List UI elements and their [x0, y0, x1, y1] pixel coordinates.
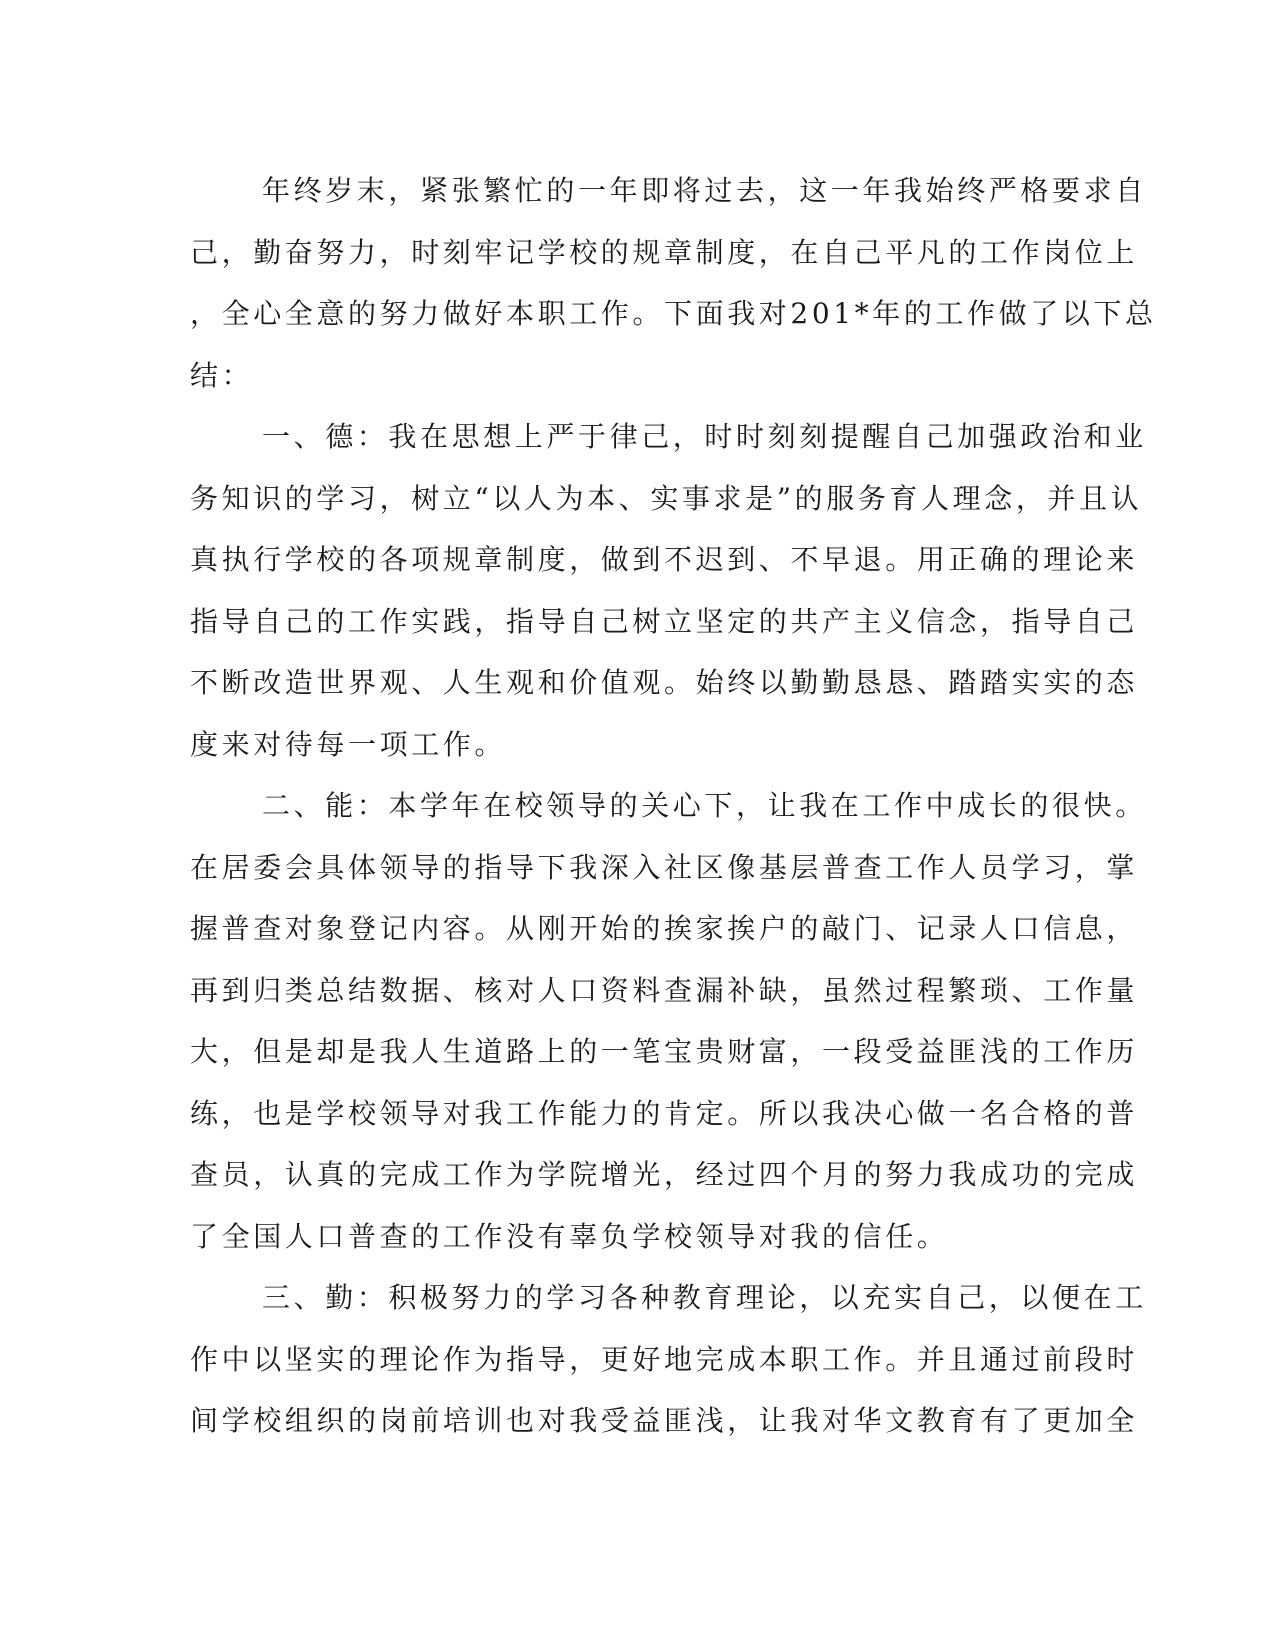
text-line: 作中以坚实的理论作为指导，更好地完成本职工作。并且通过前段时 [190, 1342, 1139, 1376]
text-line: 二、能：本学年在校领导的关心下，让我在工作中成长的很快。 [262, 789, 1147, 822]
text-line: 年终岁末，紧张繁忙的一年即将过去，这一年我始终严格要求自 [262, 174, 1147, 207]
text-line: 在居委会具体领导的指导下我深入社区像基层普查工作人员学习，掌 [190, 850, 1139, 884]
text-line: 三、勤：积极努力的学习各种教育理论，以充实自己，以便在工 [262, 1281, 1147, 1314]
text-line: 间学校组织的岗前培训也对我受益匪浅，让我对华文教育有了更加全 [190, 1404, 1139, 1437]
text-line: 练，也是学校领导对我工作能力的肯定。所以我决心做一名合格的普 [190, 1096, 1139, 1130]
document-body [190, 160, 1157, 1452]
text-line: 不断改造世界观、人生观和价值观。始终以勤勤恳恳、踏踏实实的态 [190, 666, 1139, 699]
text-line: 度来对待每一项工作。 [190, 727, 507, 761]
text-line: 一、德：我在思想上严于律己，时时刻刻提醒自己加强政治和业 [262, 420, 1147, 453]
text-line: 了全国人口普查的工作没有辜负学校领导对我的信任。 [190, 1219, 949, 1253]
text-line: 指导自己的工作实践，指导自己树立坚定的共产主义信念，指导自己 [190, 604, 1139, 638]
text-line: 查员，认真的完成工作为学院增光，经过四个月的努力我成功的完成 [190, 1158, 1139, 1191]
text-line: 大，但是却是我人生道路上的一笔宝贵财富，一段受益匪浅的工作历 [190, 1035, 1139, 1068]
text-line: 结： [190, 358, 254, 392]
text-line: 己，勤奋努力，时刻牢记学校的规章制度，在自己平凡的工作岗位上 [190, 235, 1139, 269]
text-line: 务知识的学习，树立“以人为本、实事求是”的服务育人理念，并且认 [190, 481, 1143, 515]
text-line: 真执行学校的各项规章制度，做到不迟到、不早退。用正确的理论来 [190, 543, 1139, 576]
text-line: ，全心全意的努力做好本职工作。下面我对201*年的工作做了以下总 [190, 297, 1157, 330]
text-line: 握普查对象登记内容。从刚开始的挨家挨户的敲门、记录人口信息， [190, 912, 1139, 945]
text-line: 再到归类总结数据、核对人口资料查漏补缺，虽然过程繁琐、工作量 [190, 973, 1139, 1007]
